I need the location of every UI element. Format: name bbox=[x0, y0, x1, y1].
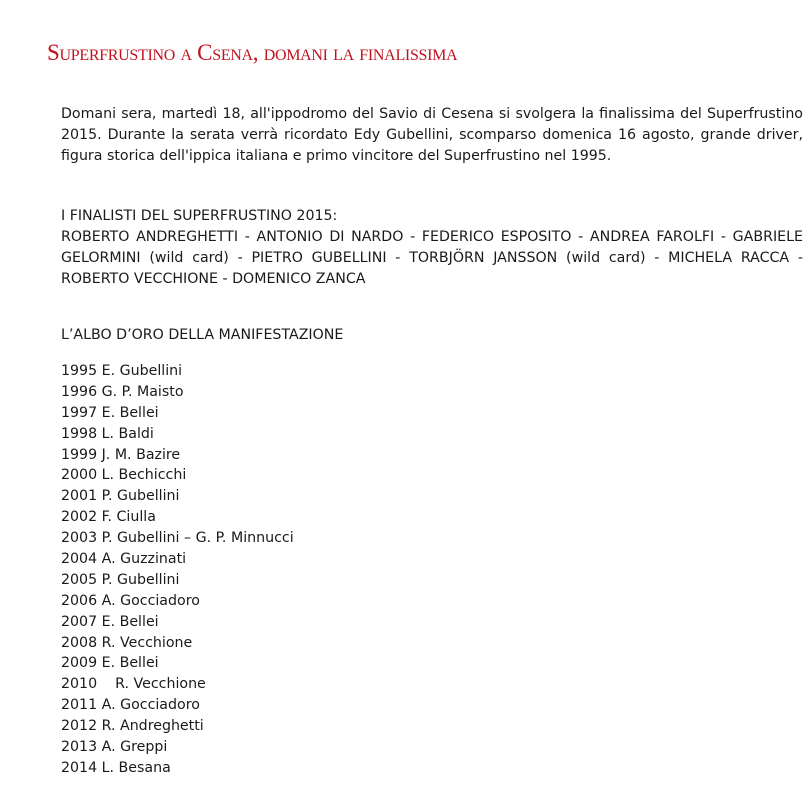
albo-heading: L’ALBO D’ORO DELLA MANIFESTAZIONE bbox=[61, 327, 344, 343]
winner-row: 2000 L. Bechicchi bbox=[61, 467, 187, 484]
winner-row: 2002 F. Ciulla bbox=[61, 509, 156, 526]
winner-row: 2011 A. Gocciadoro bbox=[61, 697, 200, 714]
winner-row: 1995 E. Gubellini bbox=[61, 363, 183, 379]
winner-row: 1998 L. Baldi bbox=[61, 425, 154, 442]
winner-row: 1999 J. M. Bazire bbox=[61, 446, 181, 463]
winner-row: 2008 R. Vecchione bbox=[61, 634, 193, 651]
winner-row: 2003 P. Gubellini – G. P. Minnucci bbox=[61, 530, 294, 547]
winner-row: 1996 G. P. Maisto bbox=[61, 383, 184, 400]
winner-row: 2013 A. Greppi bbox=[61, 739, 168, 756]
winner-row: 2009 E. Bellei bbox=[61, 655, 159, 672]
winner-row: 2004 A. Guzzinati bbox=[61, 551, 187, 568]
winner-row: 2007 E. Bellei bbox=[61, 613, 159, 630]
intro-paragraph: Domani sera, martedì 18, all'ippodromo del Savio di Cesena si svolgera la finalissima del Superfrustino 2015. Durante la serata verrà ricordato Edy Gubellini, scomparso domenica 16 agosto, grande driver, figura storica dell'ippica italiana e primo vincitore del Superfrustino nel 1995. bbox=[61, 106, 803, 164]
finalists-heading: I FINALISTI DEL SUPERFRUSTINO 2015: bbox=[61, 208, 338, 224]
winner-row: 2005 P. Gubellini bbox=[61, 571, 180, 588]
article-title: Superfrustino a Csena, domani la finalissima bbox=[47, 40, 458, 65]
finalists-list: ROBERTO ANDREGHETTI - ANTONIO DI NARDO - FEDERICO ESPOSITO - ANDREA FAROLFI - GABRIELE GELORMINI (wild card) - PIETRO GUBELLINI - TORBJÖRN JANSSON (wild card) - MICHELA RACCA - ROBERTO VECCHIONE - DOMENICO ZANCA bbox=[61, 229, 803, 287]
winner-row: 2012 R. Andreghetti bbox=[61, 718, 204, 735]
winner-row: 2010 R. Vecchione bbox=[61, 676, 206, 693]
winner-row: 2001 P. Gubellini bbox=[61, 488, 180, 505]
winners-list bbox=[61, 361, 294, 779]
winner-row: 1997 E. Bellei bbox=[61, 404, 159, 421]
winner-row: 2006 A. Gocciadoro bbox=[61, 592, 200, 609]
winner-row: 2014 L. Besana bbox=[61, 759, 171, 776]
